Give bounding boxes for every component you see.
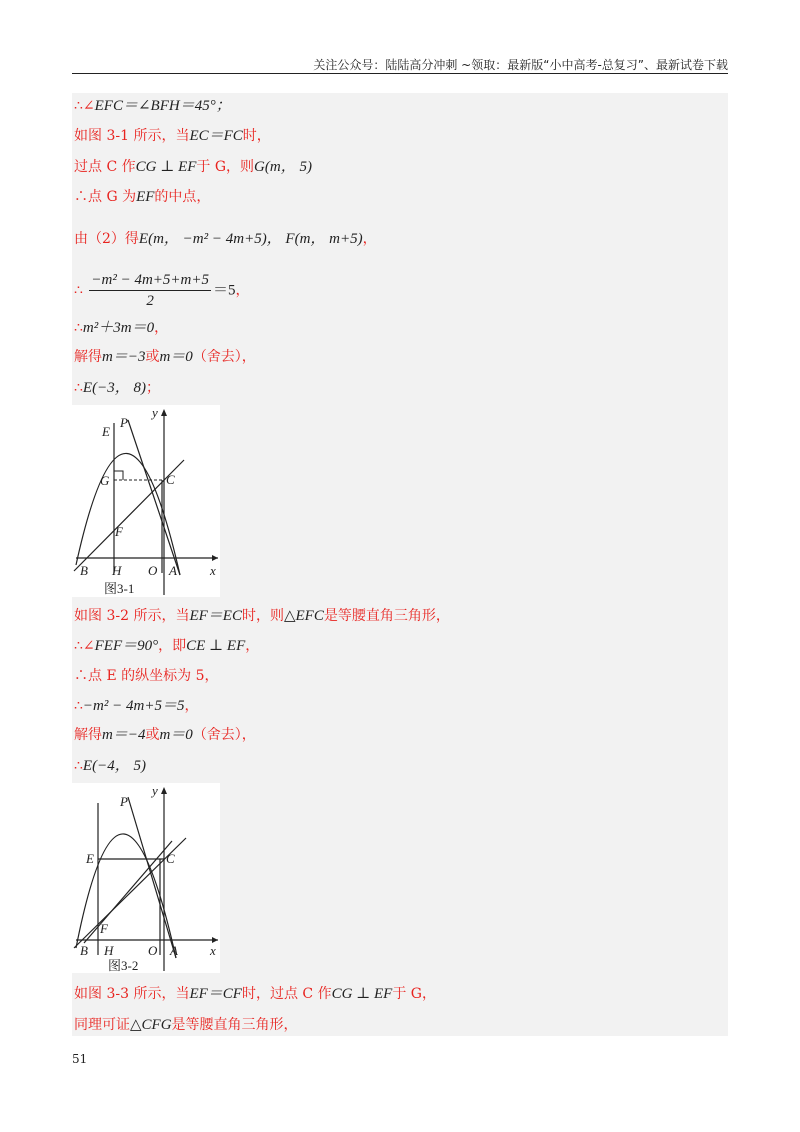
fig1-p-label: P [120,415,128,430]
line-2 [74,126,271,146]
math-m-0: m＝0 [159,349,193,365]
therefore-symbol: ∴ [74,758,83,774]
fig2-x-label: x [210,943,216,958]
math-ef-cf: EF＝CF [189,986,242,1002]
line-15 [74,756,146,776]
fig1-g-label: G [100,473,110,488]
text-through-c: 时，过点 C 作 [241,986,332,1002]
math-m-0: m＝0 [159,727,193,743]
text-comma: ， [235,282,250,299]
text-fig33-when: 如图 3-3 所示，当 [74,986,190,1002]
line-4 [74,187,210,207]
text-or: 或 [145,727,160,743]
fig1-x-label: x [210,563,216,578]
line-10 [74,606,450,626]
therefore-symbol: ∴ [74,282,83,299]
math-equation-2: −m² − 4m+5＝5 [82,698,185,714]
text-fig32-when: 如图 3-2 所示，当 [74,608,190,624]
header-divider [72,73,728,74]
fig2-o-label: O [148,943,158,958]
therefore-symbol: ∴ [74,320,83,336]
fig2-a-label: A [170,943,178,958]
text-solve: 解得 [74,727,102,743]
fig1-a-label: A [169,563,177,578]
fig2-f-label: F [100,921,108,936]
fig1-o-label: O [148,563,158,578]
therefore-angle: ∴∠ [74,98,95,114]
line-3 [74,157,312,177]
figure-3-1 [72,405,220,597]
line-16 [74,984,436,1004]
math-e-result-1: E(−3， 8) [82,380,146,396]
page-header: 关注公众号：陆陆高分冲刺 ~领取：最新版“小中高考-总复习”、最新试卷下载 [313,58,728,72]
midpoint-fraction [89,270,211,311]
text-or: 或 [145,349,160,365]
text-at-g: 于 G， [392,986,436,1002]
fig1-h-label: H [112,563,122,578]
fraction-denominator: 2 [146,293,154,309]
therefore-angle: ∴∠ [74,638,95,654]
angle-equation: EFC＝∠BFH＝45°； [94,98,231,114]
line-11 [74,636,259,656]
page-number: 51 [72,1052,88,1066]
text-discard: （舍去）， [192,349,256,365]
line-17 [74,1015,298,1035]
math-cg-perp-ef: CG ⊥ EF [331,986,393,1002]
line-1 [74,96,231,116]
text-at-g: 于 G，则 [196,159,255,175]
line-6 [74,270,250,311]
math-cg-perp-ef: CG ⊥ EF [135,159,197,175]
text-isosceles-right: 是等腰直角三角形， [323,608,450,624]
line-8 [74,347,256,367]
text-when: 时， [242,128,271,144]
text-from-2: 由（2）得 [74,231,139,247]
math-triangle-efc: △EFC [283,608,324,624]
line-5 [74,229,377,249]
fig2-h-label: H [104,943,114,958]
fig2-c-label: C [166,851,175,866]
text-through-c: 过点 C 作 [74,159,136,175]
therefore-symbol: ∴ [74,380,83,396]
text-midpoint: 的中点， [154,189,211,205]
fig2-b-label: B [80,943,88,958]
fig1-e-label: E [102,424,110,439]
fig1-y-label: y [152,405,158,420]
text-comma: ， [245,638,260,654]
figure-3-2 [72,783,220,973]
line-13 [74,696,198,716]
math-g-coords: G(m， 5) [254,159,312,175]
fig1-b-label: B [80,563,88,578]
math-e-f-coords: E(m， −m² − 4m+5)， F(m， m+5) [138,231,363,247]
fig2-e-label: E [86,851,94,866]
text-e-ordinate: ∴点 E 的纵坐标为 5， [74,668,219,684]
text-i-e: ，即 [158,638,187,654]
fraction-numerator: −m² − 4m+5+m+5 [89,270,211,291]
line-9 [74,378,160,398]
math-m-neg4: m＝−4 [102,727,146,743]
text-g-is: ∴点 G 为 [74,189,137,205]
line-12 [74,666,218,686]
fig1-caption: 图3-1 [104,581,135,596]
text-isosceles-right: 是等腰直角三角形， [171,1017,298,1033]
math-ef-ec: EF＝EC [189,608,242,624]
fig1-f-label: F [115,524,123,539]
text-fig31-when: 如图 3-1 所示，当 [74,128,190,144]
fig2-caption: 图3-2 [108,958,139,973]
line-7 [74,318,168,338]
math-m-neg3: m＝−3 [102,349,146,365]
math-e-result-2: E(−4， 5) [82,758,146,774]
text-comma: ， [154,320,169,336]
math-ef: EF [136,189,155,205]
line-14 [74,725,256,745]
text-semicolon: ； [145,380,160,396]
math-angle-90: FEF＝90° [94,638,159,654]
therefore-symbol: ∴ [74,698,83,714]
text-then: 时，则 [241,608,284,624]
math-ce-perp-ef: CE ⊥ EF [186,638,246,654]
math-ec-fc: EC＝FC [189,128,243,144]
text-similarly: 同理可证 [74,1017,130,1033]
math-equals-5: ＝5 [212,282,236,299]
math-triangle-cfg: △CFG [130,1017,172,1033]
fig2-y-label: y [152,783,158,798]
text-comma: ， [184,698,199,714]
fig2-p-label: P [120,794,128,809]
text-comma: ， [362,231,377,247]
math-quadratic: m²＋3m＝0 [82,320,155,336]
text-discard: （舍去）， [192,727,256,743]
fig1-c-label: C [166,472,175,487]
text-solve: 解得 [74,349,102,365]
